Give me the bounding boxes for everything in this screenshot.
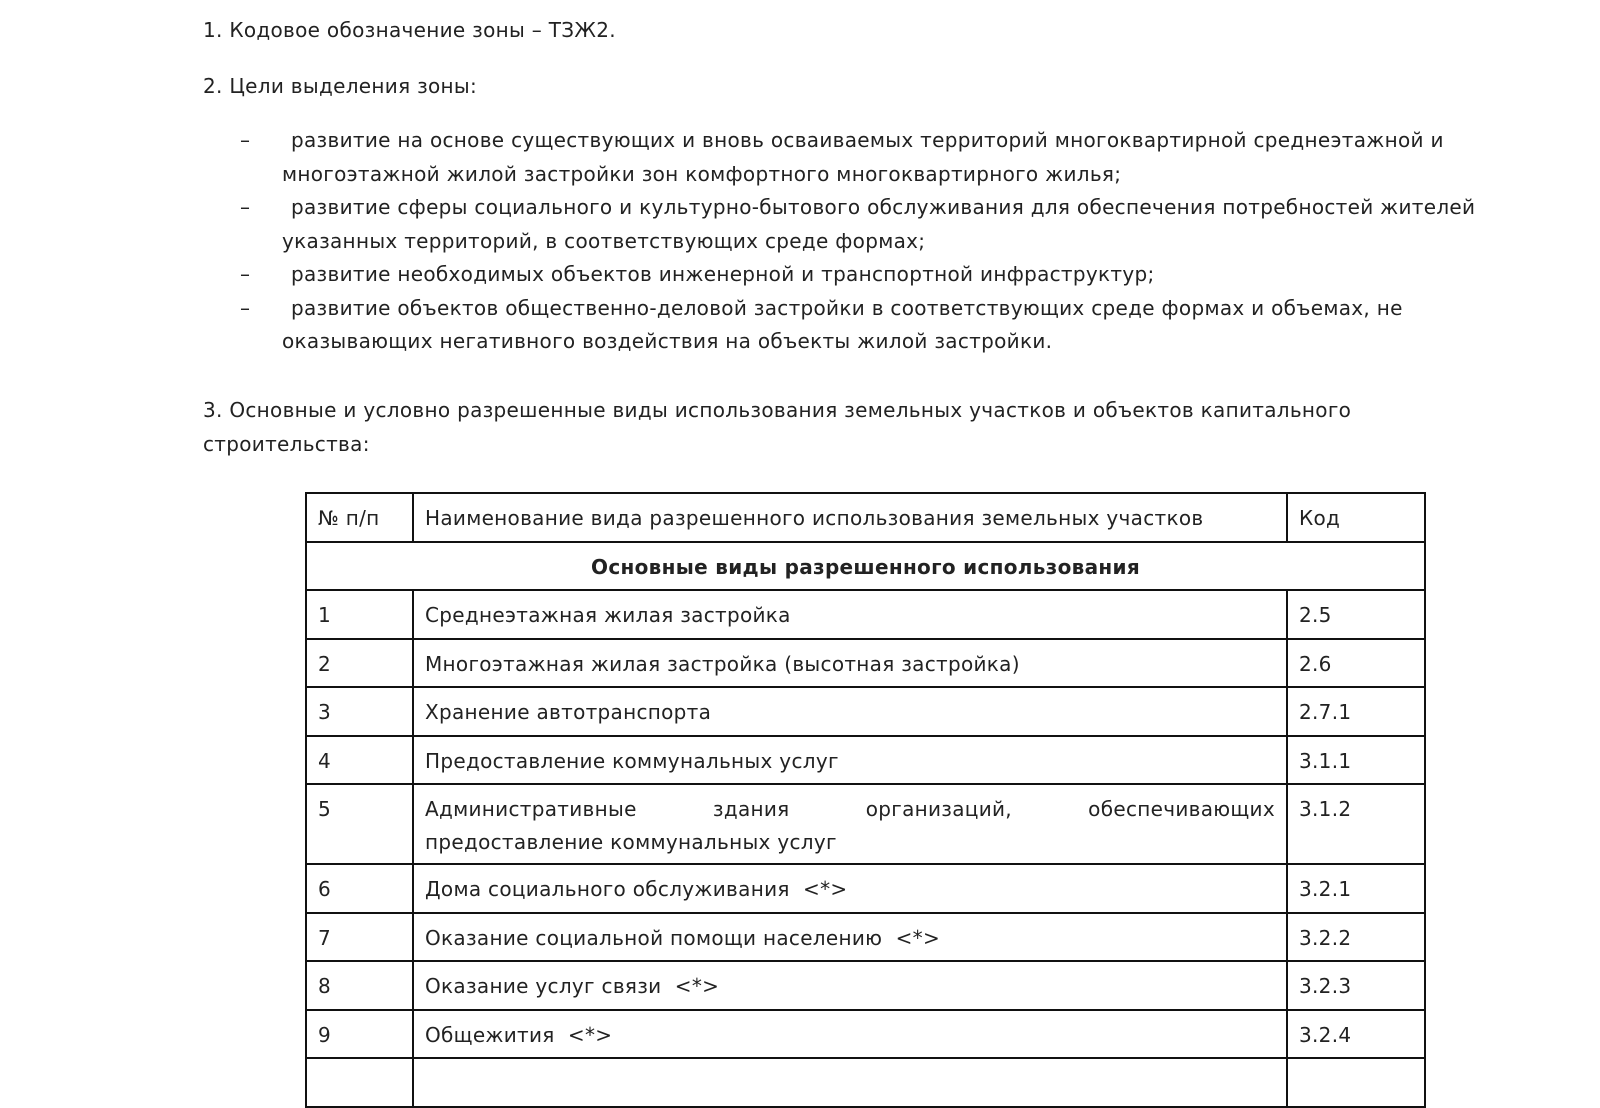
- table-row: [306, 1058, 1425, 1107]
- row-number: 9: [306, 1010, 413, 1059]
- list-item-text: развитие сферы социального и культурно-бытового обслуживания для обеспечения потребностей жителей указанных территорий, в соответствующих среде формах;: [282, 195, 1476, 253]
- row-number: 6: [306, 864, 413, 913]
- row-name-line-2: предоставление коммунальных услуг: [425, 830, 837, 854]
- list-item-text: развитие необходимых объектов инженерной и транспортной инфраструктур;: [291, 262, 1155, 286]
- dash-marker: –: [240, 262, 251, 286]
- row-number: [306, 1058, 413, 1107]
- row-code: 3.1.2: [1287, 784, 1425, 864]
- column-header-number: № п/п: [306, 493, 413, 542]
- permitted-uses-heading: 3. Основные и условно разрешенные виды использования земельных участков и объектов капитального строительства:: [203, 398, 1352, 456]
- row-code: 2.7.1: [1287, 687, 1425, 736]
- list-item-text: развитие объектов общественно-деловой застройки в соответствующих среде формах и объемах, не оказывающих негативного воздействия на объекты жилой застройки.: [282, 295, 1403, 353]
- row-number: 2: [306, 639, 413, 688]
- row-code: 3.2.2: [1287, 913, 1425, 962]
- dash-marker: –: [240, 195, 251, 219]
- list-item: [240, 124, 1530, 191]
- row-code: 2.5: [1287, 590, 1425, 639]
- row-code: 3.1.1: [1287, 736, 1425, 785]
- row-name: [413, 784, 1287, 864]
- row-name: Хранение автотранспорта: [413, 687, 1287, 736]
- row-name: Общежития <*>: [413, 1010, 1287, 1059]
- row-name: [413, 1058, 1287, 1107]
- row-number: 8: [306, 961, 413, 1010]
- table-row: [306, 864, 1425, 913]
- table-row: [306, 1010, 1425, 1059]
- list-item-text: развитие на основе существующих и вновь осваиваемых территорий многоквартирной среднеэтажной и многоэтажной жилой застройки зон комфортного многоквартирного жилья;: [282, 128, 1444, 186]
- table-row: [306, 687, 1425, 736]
- table-row: [306, 913, 1425, 962]
- row-code: 3.2.1: [1287, 864, 1425, 913]
- section-title: Основные виды разрешенного использования: [306, 542, 1425, 591]
- zone-goals-heading: 2. Цели выделения зоны:: [203, 74, 478, 98]
- row-name: Оказание услуг связи <*>: [413, 961, 1287, 1010]
- zone-goals-list: [240, 124, 1530, 359]
- table-row: [306, 784, 1425, 864]
- list-item: [240, 292, 1530, 359]
- row-name: Предоставление коммунальных услуг: [413, 736, 1287, 785]
- row-code: 3.2.4: [1287, 1010, 1425, 1059]
- table-row: [306, 961, 1425, 1010]
- row-number: 1: [306, 590, 413, 639]
- dash-marker: –: [240, 295, 251, 320]
- zone-code-paragraph: 1. Кодовое обозначение зоны – ТЗЖ2.: [203, 18, 616, 42]
- permitted-uses-table: [305, 492, 1426, 1108]
- list-item: [240, 258, 1530, 292]
- column-header-name: Наименование вида разрешенного использования земельных участков: [413, 493, 1287, 542]
- row-number: 3: [306, 687, 413, 736]
- row-code: 3.2.3: [1287, 961, 1425, 1010]
- row-code: [1287, 1058, 1425, 1107]
- table-row: [306, 736, 1425, 785]
- list-item: [240, 191, 1530, 258]
- row-number: 7: [306, 913, 413, 962]
- row-name: Оказание социальной помощи населению <*>: [413, 913, 1287, 962]
- row-code: 2.6: [1287, 639, 1425, 688]
- table-header-row: [306, 493, 1425, 542]
- dash-marker: –: [240, 128, 251, 152]
- row-name: Среднеэтажная жилая застройка: [413, 590, 1287, 639]
- table-row: [306, 590, 1425, 639]
- row-name-line-1: Административные здания организаций, обеспечивающих: [425, 797, 1275, 821]
- row-number: 5: [306, 784, 413, 864]
- row-name: Многоэтажная жилая застройка (высотная застройка): [413, 639, 1287, 688]
- row-number: 4: [306, 736, 413, 785]
- row-name: Дома социального обслуживания <*>: [413, 864, 1287, 913]
- section-row: [306, 542, 1425, 591]
- column-header-code: Код: [1287, 493, 1425, 542]
- table-row: [306, 639, 1425, 688]
